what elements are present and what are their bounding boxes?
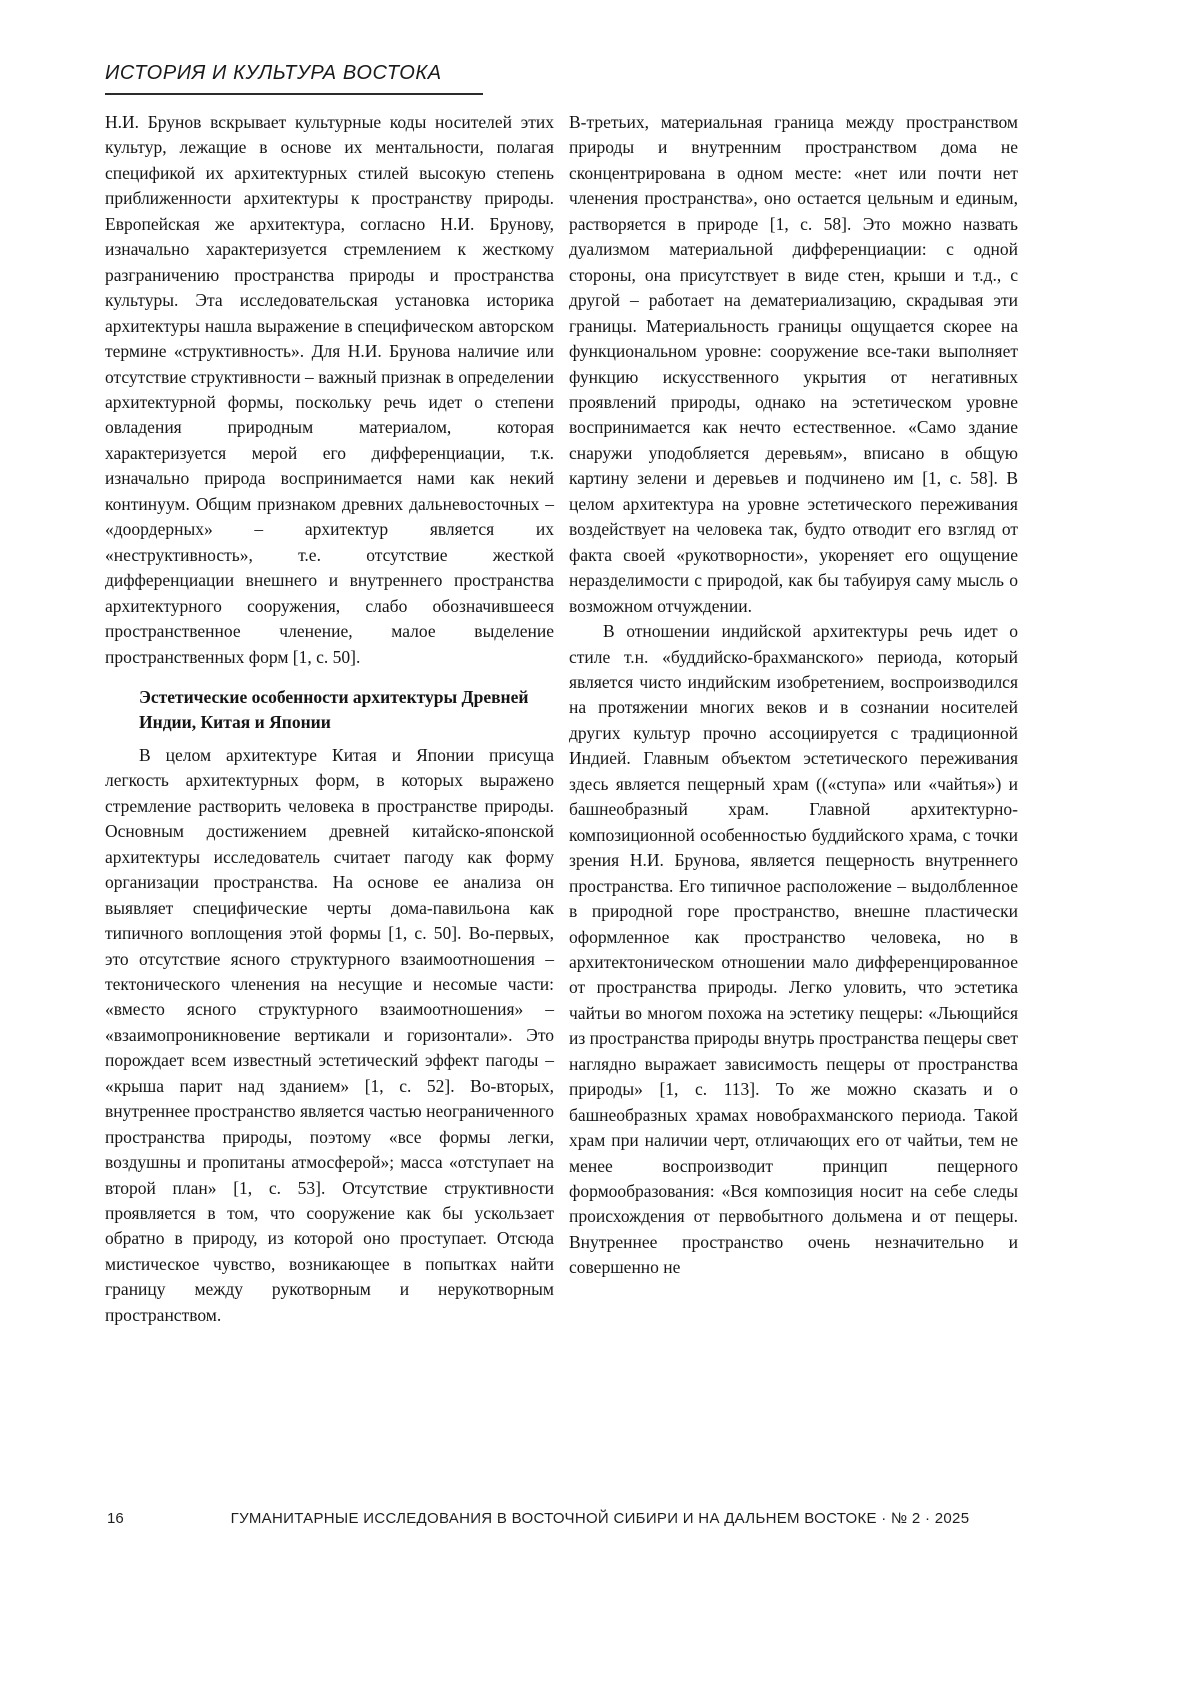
body-paragraph: В целом архитектуре Китая и Японии присуща легкость архитектурных форм, в которых выражено стремление растворить человека в пространстве природы. Основным достижением древней китайско-японской архитектуры исследователь считает пагоду как форму организации пространства. На основе ее анализа он выявляет специфические черты дома-павильона как типичного воплощения этой формы [1, с. 50]. Во-первых, это отсутствие ясного структурного взаимоотношения – тектонического членения на несущие и несомые части: «вместо ясного структурного взаимоотношения» – «взаимопроникновение вертикали и горизонтали». Это порождает всем известный эстетический эффект пагоды – «крыша парит над зданием» [1, с. 52]. Во-вторых, внутреннее пространство является частью неограниченного пространства природы, поэтому «все формы легки, воздушны и пропитаны атмосферой»; масса «отступает на второй план» [1, с. 53]. Отсутствие структивности проявляется в том, что сооружение как бы ускользает обратно в природу, из которой оно проступает. Отсюда мистическое чувство, возникающее в попытках найти границу между рукотворным и нерукотворным пространством. [105, 744, 554, 1325]
running-head [105, 62, 1018, 95]
footer-page-number: 16 [107, 1510, 124, 1527]
footer-journal-title: ГУМАНИТАРНЫЕ ИССЛЕДОВАНИЯ В ВОСТОЧНОЙ СИБИРИ И НА ДАЛЬНЕМ ВОСТОКЕ · № 2 · 2025 [230, 1510, 970, 1527]
running-head-rule [105, 93, 483, 95]
body-paragraph: Н.И. Брунов вскрывает культурные коды носителей этих культур, лежащие в основе их ментальности, полагая спецификой их архитектурных стилей высокую степень приближенности архитектуры к пространству природы. Европейская же архитектура, согласно Н.И. Брунову, изначально характеризуется стремлением к жесткому разграничению пространства природы и пространства культуры. Эта исследовательская установка историка архитектуры нашла выражение в специфическом авторском термине «структивность». Для Н.И. Брунова наличие или отсутствие структивности – важный признак в определении архитектурной формы, поскольку речь идет о степени овладения природным материалом, которая характеризуется мерой его дифференциации, т.к. изначально природа воспринимается нами как некий континуум. Общим признаком древних дальневосточных – «доордерных» – архитектур является их «неструктивность», т.е. отсутствие жесткой дифференциации внешнего и внутреннего пространства архитектурного сооружения, слабо обозначившееся пространственное членение, малое выделение пространственных форм [1, с. 50]. [105, 112, 554, 667]
right-column [569, 110, 1018, 1281]
body-paragraph: В отношении индийской архитектуры речь идет о стиле т.н. «буддийско-брахманского» периода, который является чисто индийским изобретением, воспроизводился на протяжении многих веков и в сознании носителей других культур прочно ассоциируется с традиционной Индией. Главным объектом эстетического переживания здесь является пещерный храм ((«ступа» или «чайтья») и башнеобразный храм. Главной архитектурно-композиционной особенностью буддийского храма, с точки зрения Н.И. Брунова, является пещерность внутреннего пространства. Его типичное расположение – выдолбленное в природной горе пространство, внешне пластически оформленное как пространство человека, но в архитектоническом отношении мало дифференцированное от пространства природы. Легко уловить, что эстетика чайтьи во многом похожа на эстетику пещеры: «Льющийся из пространства природы внутрь пространства пещеры свет наглядно выражает зависимость пещеры от пространства природы» [1, с. 113]. То же можно сказать и о башнеобразных храмах новобрахманского периода. Такой храм при наличии черт, отличающих его от чайтьи, тем не менее воспроизводит принцип пещерного формообразования: «Вся композиция носит на себе следы происхождения от первобытного дольмена и от пещеры. Внутреннее пространство очень незначительно и совершенно не [569, 621, 1018, 1278]
section-heading: Эстетические особенности архитектуры Древней Индии, Китая и Японии [139, 686, 529, 733]
body-paragraph: В-третьих, материальная граница между пространством природы и внутренним пространством дома не сконцентрирована в одном месте: «нет или почти нет членения пространства», оно остается цельным и единым, растворяется в природе [1, с. 58]. Это можно назвать дуализмом материальной дифференциации: с одной стороны, она присутствует в виде стен, крыши и т.д., с другой – работает на дематериализацию, скрадывая эти границы. Материальность границы ощущается скорее на функциональном уровне: сооружение все-таки выполняет функцию искусственного укрытия от негативных проявлений природы, однако на эстетическом уровне воспринимается как нечто естественное. «Само здание снаружи уподобляется деревьям», вписано в общую картину зелени и деревьев и подчинено им [1, с. 58]. В целом архитектура на уровне эстетического переживания воздействует на человека так, будто отводит его взгляд от факта своей «рукотворности», укореняет его ощущение неразделимости с природой, как бы табуируя саму мысль о возможном отчуждении. [569, 112, 1018, 616]
page-footer [0, 1510, 1200, 1534]
running-head-title: ИСТОРИЯ И КУЛЬТУРА ВОСТОКА [105, 62, 442, 84]
left-column [105, 110, 554, 1328]
